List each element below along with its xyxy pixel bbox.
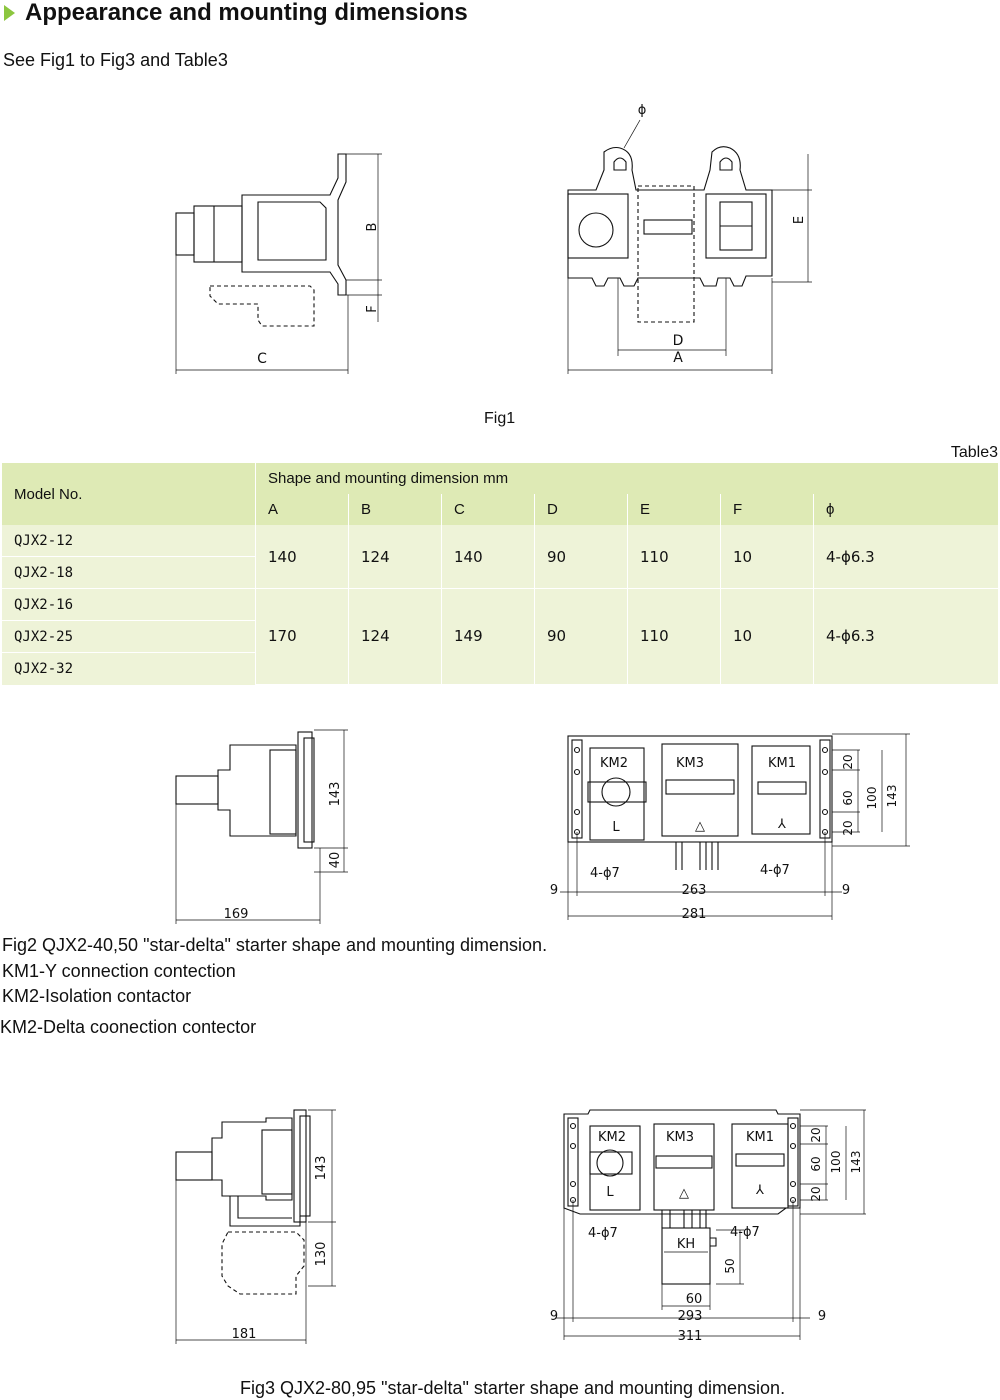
fig1-drawing bbox=[0, 90, 1000, 390]
fig2-side-bottom: 40 bbox=[328, 851, 343, 869]
fig3-km3: KM3 bbox=[665, 1130, 695, 1145]
fig2-y: ⅄ bbox=[778, 817, 786, 832]
model-qjx2-16: QJX2-16 bbox=[2, 589, 256, 621]
fig3-side-view bbox=[176, 1110, 336, 1344]
table-cell: 140 bbox=[256, 525, 349, 589]
fig2-side-view bbox=[176, 730, 348, 924]
fig3-kh-width: 60 bbox=[685, 1292, 703, 1307]
spec-table bbox=[2, 463, 998, 685]
fig2-km2: KM2 bbox=[599, 756, 629, 771]
table-cell: 110 bbox=[628, 525, 721, 589]
fig2-d100: 100 bbox=[865, 786, 879, 810]
col-e: E bbox=[628, 494, 721, 525]
fig3-kh-height: 50 bbox=[723, 1258, 737, 1274]
fig1-label-phi: ϕ bbox=[637, 103, 647, 118]
fig3-gap-left: 9 bbox=[549, 1309, 559, 1324]
fig2-km1: KM1 bbox=[767, 756, 797, 771]
fig1-label-e: E bbox=[792, 215, 807, 225]
fig3-d100: 100 bbox=[829, 1150, 843, 1174]
group-header: Shape and mounting dimension mm bbox=[256, 463, 999, 494]
fig3-d60: 60 bbox=[809, 1156, 823, 1172]
model-qjx2-25: QJX2-25 bbox=[2, 621, 256, 653]
model-header: Model No. bbox=[14, 485, 83, 503]
fig3-hole-left: 4-ϕ7 bbox=[588, 1226, 618, 1241]
table-cell: 10 bbox=[721, 589, 814, 685]
page-title: Appearance and mounting dimensions bbox=[25, 0, 468, 26]
fig1-front-view bbox=[568, 120, 812, 374]
fig3-km2: KM2 bbox=[597, 1130, 627, 1145]
fig2-d20a: 20 bbox=[841, 754, 855, 770]
fig1-caption: Fig1 bbox=[484, 410, 516, 427]
fig2-gap-left: 9 bbox=[549, 883, 559, 898]
fig2-delta: △ bbox=[695, 819, 705, 834]
col-f: F bbox=[721, 494, 814, 525]
table-cell: 124 bbox=[349, 525, 442, 589]
col-b: B bbox=[349, 494, 442, 525]
fig1-label-f: F bbox=[365, 305, 380, 313]
fig2-d60: 60 bbox=[841, 790, 855, 806]
fig3-caption: Fig3 QJX2-80,95 "star-delta" starter shape and mounting dimension. bbox=[240, 1378, 786, 1398]
table-cell: 149 bbox=[442, 589, 535, 685]
col-a: A bbox=[256, 494, 349, 525]
fig3-gap-right: 9 bbox=[817, 1309, 827, 1324]
fig2-side-height: 143 bbox=[328, 781, 343, 807]
table-cell: 124 bbox=[349, 589, 442, 685]
fig3-y: ⅄ bbox=[756, 1183, 764, 1198]
legend-km2-isolation: KM2-Isolation contactor bbox=[2, 986, 192, 1006]
fig3-d143: 143 bbox=[849, 1150, 863, 1174]
fig3-outer: 311 bbox=[677, 1329, 703, 1344]
table-cell: 90 bbox=[535, 589, 628, 685]
col-phi: ϕ bbox=[814, 494, 999, 525]
fig1-side-view bbox=[176, 154, 382, 374]
fig3-side-height: 143 bbox=[314, 1155, 329, 1181]
legend-km1: KM1-Y connection contection bbox=[2, 961, 236, 981]
table-cell: 10 bbox=[721, 525, 814, 589]
fig2-d143: 143 bbox=[885, 784, 899, 808]
fig2-gap-right: 9 bbox=[841, 883, 851, 898]
section-heading bbox=[0, 0, 468, 28]
table-cell: 4-ϕ6.3 bbox=[814, 589, 999, 685]
fig3-km1: KM1 bbox=[745, 1130, 775, 1145]
fig3-inner: 293 bbox=[677, 1309, 703, 1324]
fig2-drawing bbox=[0, 720, 1000, 930]
fig2-caption: Fig2 QJX2-40,50 "star-delta" starter shape and mounting dimension. bbox=[2, 935, 548, 955]
model-qjx2-18: QJX2-18 bbox=[2, 557, 256, 589]
fig1-label-c: C bbox=[257, 351, 267, 367]
fig2-side-depth: 169 bbox=[223, 907, 249, 922]
fig3-drawing bbox=[0, 1100, 1000, 1350]
fig2-inner: 263 bbox=[681, 883, 707, 898]
model-qjx2-32: QJX2-32 bbox=[14, 660, 74, 677]
fig3-hole-right: 4-ϕ7 bbox=[730, 1225, 760, 1240]
fig1-label-a: A bbox=[673, 350, 683, 366]
fig3-side-depth: 181 bbox=[231, 1327, 257, 1342]
table-cell: 110 bbox=[628, 589, 721, 685]
fig2-l: L bbox=[612, 820, 620, 835]
legend-km2-delta: KM2-Delta coonection contector bbox=[0, 1017, 257, 1037]
fig1-label-b: B bbox=[365, 222, 380, 232]
table-cell: 4-ϕ6.3 bbox=[814, 525, 999, 589]
fig3-d20b: 20 bbox=[809, 1186, 823, 1202]
fig2-outer: 281 bbox=[681, 907, 707, 922]
fig2-d20b: 20 bbox=[841, 820, 855, 836]
col-d: D bbox=[535, 494, 628, 525]
table-cell: 170 bbox=[256, 589, 349, 685]
model-qjx2-12: QJX2-12 bbox=[2, 525, 256, 557]
fig3-l: L bbox=[606, 1185, 614, 1200]
fig3-side-lower: 130 bbox=[314, 1241, 329, 1267]
table-label: Table3 bbox=[950, 444, 998, 461]
table-cell: 90 bbox=[535, 525, 628, 589]
fig3-delta: △ bbox=[679, 1186, 689, 1201]
fig1-label-d: D bbox=[672, 333, 684, 349]
intro-text: See Fig1 to Fig3 and Table3 bbox=[3, 50, 228, 70]
fig2-hole-right: 4-ϕ7 bbox=[760, 863, 790, 878]
fig3-kh: KH bbox=[676, 1237, 696, 1252]
col-c: C bbox=[442, 494, 535, 525]
fig3-d20a: 20 bbox=[809, 1127, 823, 1143]
triangle-bullet-icon bbox=[4, 5, 15, 21]
fig2-km3: KM3 bbox=[675, 756, 705, 771]
fig2-hole-left: 4-ϕ7 bbox=[590, 866, 620, 881]
table-cell: 140 bbox=[442, 525, 535, 589]
